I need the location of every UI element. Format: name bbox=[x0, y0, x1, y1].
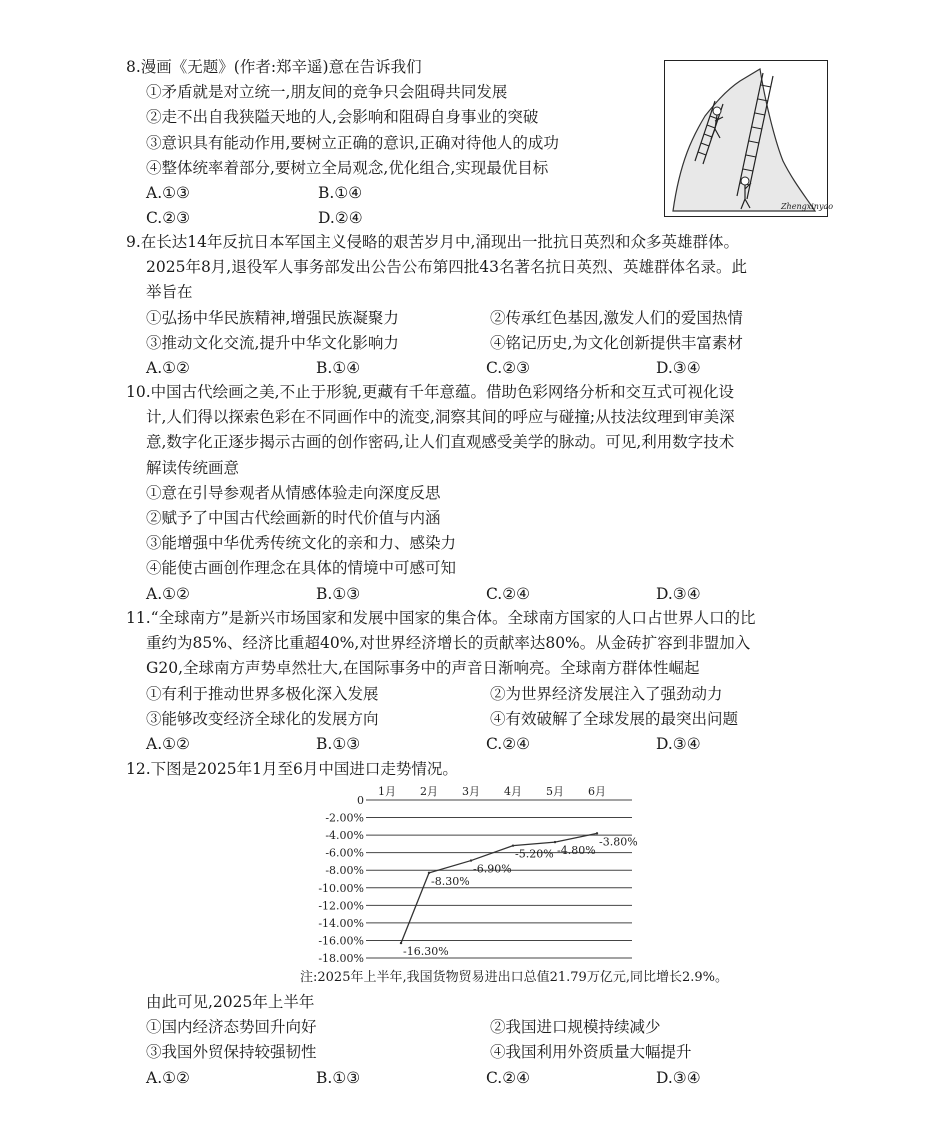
x-category-label: 3月 bbox=[462, 785, 480, 798]
q11-statements-row-1 bbox=[126, 682, 826, 707]
q9-stem-line-1: 9.在长达14年反抗日本军国主义侵略的艰苦岁月中,涌现出一批抗日英烈和众多英雄群体。 bbox=[126, 233, 739, 251]
question-12-body bbox=[126, 990, 826, 1091]
question-9 bbox=[126, 230, 826, 381]
q8-statement-4: ④整体统率着部分,要树立全局观念,优化组合,实现最优目标 bbox=[146, 158, 549, 177]
y-tick-label: -18.00% bbox=[318, 952, 364, 965]
q8-option-b[interactable]: B.①④ bbox=[318, 183, 363, 202]
data-point bbox=[470, 859, 472, 861]
q9-options bbox=[126, 356, 826, 381]
q10-statement-4: ④能使古画创作理念在具体的情境中可感可知 bbox=[146, 559, 457, 578]
q11-option-b[interactable]: B.①③ bbox=[316, 734, 361, 753]
x-category-label: 5月 bbox=[546, 785, 564, 798]
q9-stem-line-2: 2025年8月,退役军人事务部发出公告公布第四批43名著名抗日英烈、英雄群体名录。此 bbox=[146, 258, 747, 277]
q10-stem-line-1: 10.中国古代绘画之美,不止于形貌,更藏有千年意蕴。借助色彩网络分析和交互式可视化设 bbox=[126, 383, 735, 401]
q8-stem: 8.漫画《无题》(作者:郑辛遥)意在告诉我们 bbox=[126, 58, 422, 76]
chart-svg bbox=[300, 778, 660, 968]
q9-option-d[interactable]: D.③④ bbox=[656, 358, 701, 377]
q12-statements-row-2 bbox=[126, 1040, 826, 1065]
q9-statement-3: ③推动文化交流,提升中华文化影响力 bbox=[146, 333, 399, 352]
q9-statements-row-2 bbox=[126, 331, 826, 356]
data-point bbox=[554, 841, 556, 843]
y-tick-label: -8.00% bbox=[325, 864, 364, 878]
q12-statements-row-1 bbox=[126, 1015, 826, 1040]
q9-stem-line-3: 举旨在 bbox=[146, 283, 193, 302]
q12-statement-2: ②我国进口规模持续减少 bbox=[490, 1018, 661, 1037]
cartoon-drawing bbox=[665, 61, 834, 216]
data-label: -3.80% bbox=[599, 835, 638, 849]
data-label: -5.20% bbox=[515, 847, 554, 861]
data-label: -6.90% bbox=[473, 862, 512, 876]
q10-option-b[interactable]: B.①③ bbox=[316, 584, 361, 603]
x-category-label: 6月 bbox=[588, 785, 606, 798]
q12-statement-1: ①国内经济态势回升向好 bbox=[146, 1018, 317, 1037]
y-tick-label: -4.00% bbox=[325, 829, 364, 843]
q9-statements-row-1 bbox=[126, 306, 826, 331]
q11-option-c[interactable]: C.②④ bbox=[486, 734, 531, 753]
y-tick-label: -2.00% bbox=[325, 811, 364, 825]
q8-statement-1: ①矛盾就是对立统一,朋友间的竞争只会阻碍共同发展 bbox=[146, 83, 508, 102]
q11-stem-line-2: 重约为85%、经济比重超40%,对世界经济增长的贡献率达80%。从金砖扩容到非盟加入 bbox=[146, 634, 751, 653]
q12-option-b[interactable]: B.①③ bbox=[316, 1068, 361, 1087]
q8-option-a[interactable]: A.①③ bbox=[146, 183, 190, 202]
x-category-label: 1月 bbox=[378, 785, 396, 798]
y-tick-label: 0 bbox=[357, 794, 364, 807]
y-tick-label: -16.00% bbox=[318, 934, 364, 948]
q11-option-d[interactable]: D.③④ bbox=[656, 734, 701, 753]
data-point bbox=[596, 832, 598, 834]
q8-statement-3: ③意识具有能动作用,要树立正确的意识,正确对待他人的成功 bbox=[146, 133, 559, 152]
x-category-label: 2月 bbox=[420, 785, 438, 798]
q12-stem: 12.下图是2025年1月至6月中国进口走势情况。 bbox=[126, 760, 458, 778]
q10-stem-line-3: 意,数字化正逐步揭示古画的创作密码,让人们直观感受美学的脉动。可见,利用数字技术 bbox=[146, 433, 735, 452]
y-tick-label: -14.00% bbox=[318, 916, 364, 930]
chart-note: 注:2025年上半年,我国货物贸易进出口总值21.79万亿元,同比增长2.9%。 bbox=[300, 970, 728, 985]
q8-statement-2: ②走不出自我狭隘天地的人,会影响和阻碍自身事业的突破 bbox=[146, 108, 539, 127]
q10-option-a[interactable]: A.①② bbox=[146, 584, 190, 603]
q11-statement-4: ④有效破解了全球发展的最突出问题 bbox=[490, 709, 739, 728]
y-tick-label: -10.00% bbox=[318, 881, 364, 895]
data-label: -16.30% bbox=[403, 945, 449, 959]
q11-statements-row-2 bbox=[126, 707, 826, 732]
q9-statement-1: ①弘扬中华民族精神,增强民族凝聚力 bbox=[146, 308, 399, 327]
q12-option-a[interactable]: A.①② bbox=[146, 1068, 190, 1087]
q12-options bbox=[126, 1066, 826, 1091]
q10-stem-line-2: 计,人们得以探索色彩在不同画作中的流变,洞察其间的呼应与碰撞;从技法纹理到审美深 bbox=[146, 408, 735, 427]
q12-option-d[interactable]: D.③④ bbox=[656, 1068, 701, 1087]
x-category-label: 4月 bbox=[504, 785, 522, 798]
q11-option-a[interactable]: A.①② bbox=[146, 734, 190, 753]
q11-stem-line-3: G20,全球南方声势卓然壮大,在国际事务中的声音日渐响亮。全球南方群体性崛起 bbox=[146, 659, 700, 678]
data-point bbox=[512, 844, 514, 846]
q11-statement-1: ①有利于推动世界多极化深入发展 bbox=[146, 684, 379, 703]
data-label: -4.80% bbox=[557, 844, 596, 858]
q10-stem-line-4: 解读传统画意 bbox=[146, 458, 240, 477]
data-label: -8.30% bbox=[431, 874, 470, 888]
q9-option-b[interactable]: B.①④ bbox=[316, 358, 361, 377]
q10-option-c[interactable]: C.②④ bbox=[486, 584, 531, 603]
cartoon-illustration bbox=[664, 60, 834, 217]
q10-option-d[interactable]: D.③④ bbox=[656, 584, 701, 603]
q12-statement-3: ③我国外贸保持较强韧性 bbox=[146, 1043, 317, 1062]
q10-statement-3: ③能增强中华优秀传统文化的亲和力、感染力 bbox=[146, 534, 457, 553]
q9-option-c[interactable]: C.②③ bbox=[486, 358, 531, 377]
q11-statement-2: ②为世界经济发展注入了强劲动力 bbox=[490, 684, 723, 703]
q11-stem-line-1: 11.“全球南方”是新兴市场国家和发展中国家的集合体。全球南方国家的人口占世界人口的比 bbox=[126, 609, 756, 627]
q11-options bbox=[126, 732, 826, 757]
q10-statement-2: ②赋予了中国古代绘画新的时代价值与内涵 bbox=[146, 508, 441, 527]
question-10 bbox=[126, 380, 826, 607]
question-11 bbox=[126, 606, 826, 757]
q12-statement-4: ④我国利用外资质量大幅提升 bbox=[490, 1043, 692, 1062]
q8-option-c[interactable]: C.②③ bbox=[146, 208, 191, 227]
q10-options bbox=[126, 582, 826, 607]
q11-statement-3: ③能够改变经济全球化的发展方向 bbox=[146, 709, 379, 728]
q12-option-c[interactable]: C.②④ bbox=[486, 1068, 531, 1087]
data-point bbox=[400, 942, 402, 944]
q9-option-a[interactable]: A.①② bbox=[146, 358, 190, 377]
q10-statement-1: ①意在引导参观者从情感体验走向深度反思 bbox=[146, 483, 441, 502]
import-trend-chart bbox=[300, 778, 660, 968]
q8-option-d[interactable]: D.②④ bbox=[318, 208, 363, 227]
q9-statement-2: ②传承红色基因,激发人们的爱国热情 bbox=[490, 308, 743, 327]
q12-conclusion: 由此可见,2025年上半年 bbox=[146, 993, 315, 1011]
y-tick-label: -12.00% bbox=[318, 899, 364, 913]
q9-statement-4: ④铭记历史,为文化创新提供丰富素材 bbox=[490, 333, 743, 352]
data-point bbox=[428, 872, 430, 874]
y-tick-label: -6.00% bbox=[325, 846, 364, 860]
cartoon-signature: Zhengxinyao bbox=[781, 202, 834, 211]
